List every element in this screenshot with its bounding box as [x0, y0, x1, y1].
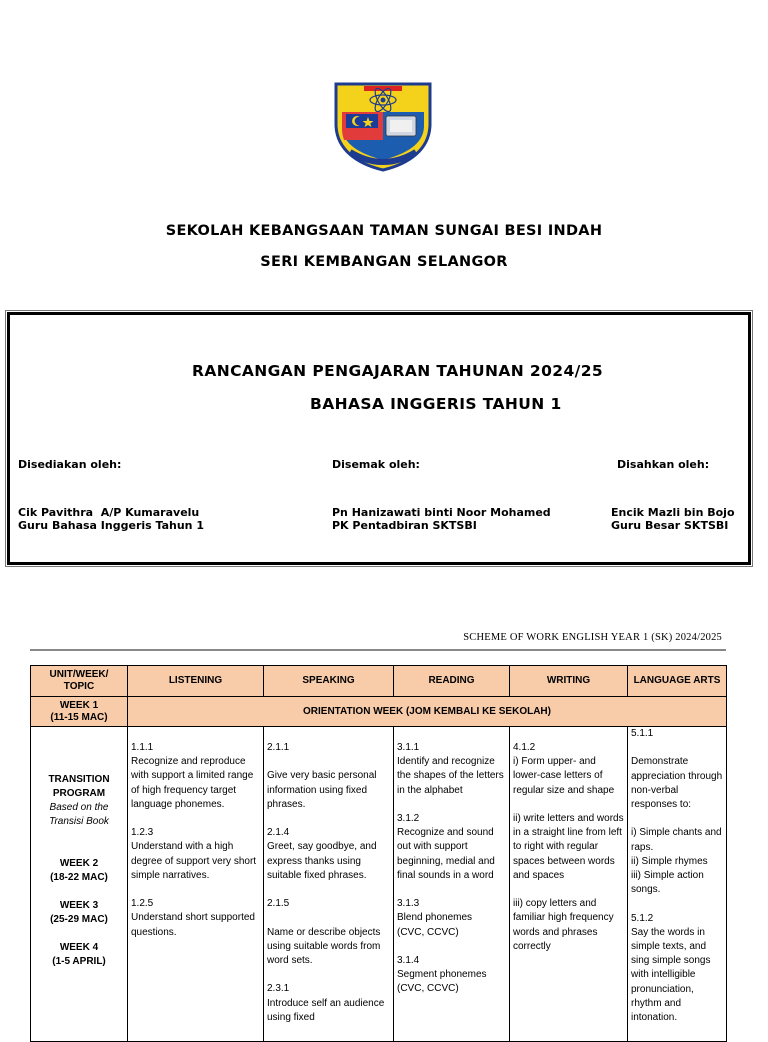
week3-label: WEEK 3 (25-29 MAC) — [50, 900, 108, 925]
topic-cell — [31, 727, 128, 1042]
writing-item: 4.1.2 i) Form upper- and lower-case letters of regular size and shape — [513, 742, 615, 796]
reading-item: 3.1.1 Identify and recognize the shapes of the letters in the alphabet — [397, 742, 504, 796]
writing-item: ii) write letters and words in a straight line from left to right with regular spaces between words and spaces — [513, 813, 624, 881]
week2-label: WEEK 2 (18-22 MAC) — [50, 858, 108, 883]
approved-name: Encik Mazli bin Bojo — [611, 506, 735, 519]
prepared-name: Cik Pavithra A/P Kumaravelu — [18, 506, 200, 519]
reading-item: 3.1.3 Blend phonemes (CVC, CCVC) — [397, 898, 473, 938]
prepared-by-label: Disediakan oleh: — [18, 458, 122, 471]
plan-title: RANCANGAN PENGAJARAN TAHUNAN 2024/25 — [192, 362, 604, 380]
writing-cell — [510, 727, 628, 1042]
topic-note: Based on the Transisi Book — [49, 802, 109, 827]
week4-label: WEEK 4 (1-5 APRIL) — [52, 942, 106, 967]
speaking-item: 2.3.1 Introduce self an audience using fixed — [267, 983, 385, 1023]
header-writing: WRITING — [510, 666, 628, 697]
school-location: SERI KEMBANGAN SELANGOR — [260, 254, 508, 270]
topic-program: TRANSITION PROGRAM — [48, 774, 110, 799]
speaking-item: 2.1.4 Greet, say goodbye, and express thanks using suitable fixed phrases. — [267, 827, 377, 881]
table-row — [31, 697, 727, 727]
listening-item: 1.2.5 Understand short supported questions. — [131, 898, 255, 938]
orientation-cell: ORIENTATION WEEK (JOM KEMBALI KE SEKOLAH) — [128, 697, 727, 727]
checked-role: PK Pentadbiran SKTSBI — [332, 519, 477, 532]
week1-cell — [31, 697, 128, 727]
header-rule — [30, 649, 726, 651]
speaking-cell — [264, 727, 394, 1042]
writing-item: iii) copy letters and familiar high frequency words and phrases correctly — [513, 898, 614, 952]
header-speaking: SPEAKING — [264, 666, 394, 697]
listening-item: 1.2.3 Understand with a high degree of support very short simple narratives. — [131, 827, 257, 881]
scheme-table — [30, 665, 727, 1042]
listening-cell — [128, 727, 264, 1042]
table-header-row — [31, 666, 727, 697]
speaking-item: 2.1.5 Name or describe objects using suitable words from word sets. — [267, 898, 381, 967]
language-arts-item: 5.1.2 Say the words in simple texts, and sing simple songs with intelligible pronunciation, rhythm and intonation. — [631, 912, 711, 1024]
listening-item: 1.1.1 Recognize and reproduce with support a limited range of high frequency target language phonemes. — [131, 742, 254, 810]
scheme-of-work-title: SCHEME OF WORK ENGLISH YEAR 1 (SK) 2024/2025 — [463, 632, 722, 643]
speaking-item: 2.1.1 Give very basic personal information using fixed phrases. — [267, 742, 377, 810]
header-listening: LISTENING — [128, 666, 264, 697]
week1-label: WEEK 1 (11-15 MAC) — [50, 699, 108, 723]
language-arts-item: i) Simple chants and raps. ii) Simple rhymes iii) Simple action songs. — [631, 827, 722, 896]
header-reading: READING — [394, 666, 510, 697]
header-topic: UNIT/WEEK/ TOPIC — [31, 666, 128, 697]
language-arts-cell — [628, 727, 727, 1042]
checked-by-label: Disemak oleh: — [332, 458, 420, 471]
reading-item: 3.1.4 Segment phonemes (CVC, CCVC) — [397, 955, 487, 995]
approved-role: Guru Besar SKTSBI — [611, 519, 729, 532]
checked-name: Pn Hanizawati binti Noor Mohamed — [332, 506, 551, 519]
school-name: SEKOLAH KEBANGSAAN TAMAN SUNGAI BESI INDAH — [165, 223, 603, 239]
school-crest-logo — [330, 80, 436, 172]
reading-item: 3.1.2 Recognize and sound out with support beginning, medial and final sounds in a word — [397, 813, 495, 881]
approved-by-label: Disahkan oleh: — [617, 458, 710, 471]
language-arts-item: 5.1.1 Demonstrate appreciation through non-verbal responses to: — [631, 728, 723, 811]
plan-subtitle: BAHASA INGGERIS TAHUN 1 — [310, 395, 562, 413]
prepared-role: Guru Bahasa Inggeris Tahun 1 — [18, 519, 204, 532]
table-row — [31, 727, 727, 1042]
reading-cell — [394, 727, 510, 1042]
header-language-arts: LANGUAGE ARTS — [628, 666, 727, 697]
